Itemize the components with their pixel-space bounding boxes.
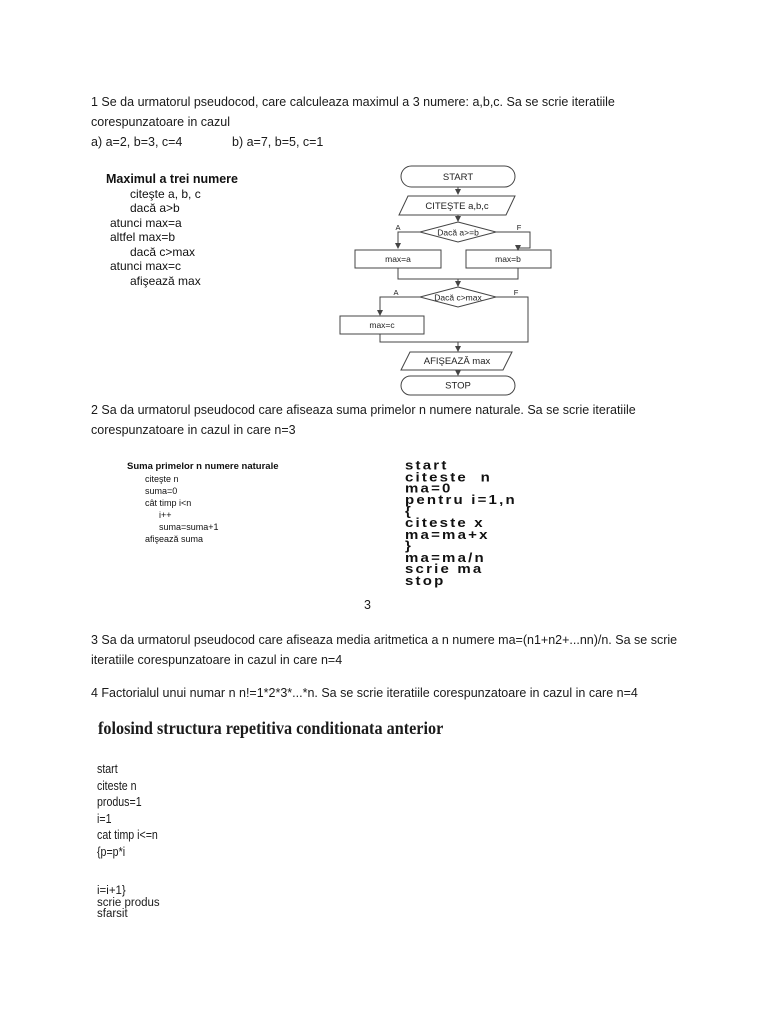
pseudocode-line: atunci max=a: [110, 215, 182, 230]
code-line: pentru i=1,n: [405, 492, 517, 508]
decision-2-label: Dacă c>max: [434, 292, 482, 303]
decision-1-label: Dacă a>=b: [437, 227, 479, 238]
problem-3-line-1: 3 Sa da urmatorul pseudocod care afiseaza media aritmetica a n numere ma=(n1+n2+...nn)/n. Sa se scrie: [91, 633, 678, 647]
factorial-heading: folosind structura repetitiva conditionata anterior: [98, 718, 444, 738]
problem-2-line-2: corespunzatoare in cazul in care n=3: [91, 423, 296, 437]
problem-2-line-1: 2 Sa da urmatorul pseudocod care afiseaza suma primelor n numere naturale. Sa se scrie iteratiile: [91, 403, 636, 417]
code-line: ma=0: [405, 481, 453, 496]
problem-3-text: [91, 630, 691, 670]
pseudocode-line: citeşte n: [145, 474, 179, 484]
print-label: AFIŞEAZĂ max: [423, 356, 491, 367]
code-line: scrie ma: [405, 562, 484, 577]
code-line: i=1: [97, 811, 112, 826]
read-label: CITEŞTE a,b,c: [425, 201, 489, 212]
code-line: stop: [405, 573, 446, 589]
problem-2-text: [91, 400, 691, 440]
problem-1-case-a: a) a=2, b=3, c=4: [91, 135, 183, 149]
false-label-1: F: [516, 223, 522, 232]
assign-c-label: max=c: [369, 320, 395, 330]
code-line: ma=ma+x: [405, 527, 490, 543]
factorial-code-tail: [97, 886, 160, 921]
code-line: {: [405, 504, 414, 519]
code-line: start: [97, 762, 118, 776]
assign-a-label: max=a: [385, 254, 411, 264]
code-line: citeste n: [97, 778, 137, 793]
max-pseudocode: [106, 172, 238, 288]
code-line: }: [405, 539, 414, 554]
code-line: sfarsit: [97, 908, 128, 920]
page-note-number: 3: [364, 598, 371, 612]
code-line: scrie produs: [97, 896, 160, 909]
code-line: citeste n: [405, 469, 493, 485]
code-line: i=i+1}: [97, 885, 126, 897]
problem-1-cases: [91, 132, 691, 152]
factorial-code-block: [97, 761, 158, 860]
max-flowchart: [330, 158, 560, 398]
pseudocode-line: cât timp i<n: [145, 498, 192, 508]
stop-label: STOP: [445, 380, 471, 392]
sum-pseudocode: [127, 461, 279, 545]
assign-b-label: max=b: [495, 254, 521, 264]
problem-1-text: [91, 92, 691, 152]
mean-code-block: [405, 460, 517, 587]
true-label-2: A: [393, 288, 399, 297]
sum-pseudocode-title: Suma primelor n numere naturale: [127, 461, 279, 472]
start-label: START: [442, 172, 474, 183]
problem-4-text: [91, 683, 691, 703]
true-label-1: A: [395, 223, 401, 232]
pseudocode-line: atunci max=c: [110, 259, 182, 273]
code-line: {p=p*i: [97, 844, 126, 859]
code-line: cat timp i<=n: [97, 828, 158, 842]
pseudocode-line: altfel max=b: [110, 230, 176, 244]
pseudocode-line: suma=0: [145, 486, 178, 496]
false-label-2: F: [513, 288, 519, 297]
code-line: produs=1: [97, 795, 142, 809]
pseudocode-line: dacă c>max: [130, 244, 196, 259]
pseudocode-line: dacă a>b: [130, 201, 180, 215]
problem-3-line-2: iteratiile corespunzatoare in cazul in care n=4: [91, 653, 343, 667]
problem-1-case-b: b) a=7, b=5, c=1: [232, 135, 324, 149]
code-line: citeste x: [405, 516, 485, 531]
problem-4-line-1: 4 Factorialul unui numar n n!=1*2*3*...*n. Sa se scrie iteratiile corespunzatoare in cazul in care n=4: [91, 686, 638, 700]
pseudocode-line: afişează suma: [145, 534, 204, 544]
problem-1-line-2: corespunzatoare in cazul: [91, 115, 230, 129]
code-line: ma=ma/n: [405, 550, 486, 566]
pseudocode-line: citeşte a, b, c: [130, 186, 201, 201]
code-line: start: [405, 458, 449, 473]
problem-1-line-1: 1 Se da urmatorul pseudocod, care calculeaza maximul a 3 numere: a,b,c. Sa se scrie iteratiile: [91, 95, 615, 109]
max-pseudocode-title: Maximul a trei numere: [106, 172, 238, 186]
pseudocode-line: suma=suma+1: [159, 522, 219, 532]
pseudocode-line: afişează max: [130, 273, 201, 288]
pseudocode-line: i++: [159, 510, 172, 520]
